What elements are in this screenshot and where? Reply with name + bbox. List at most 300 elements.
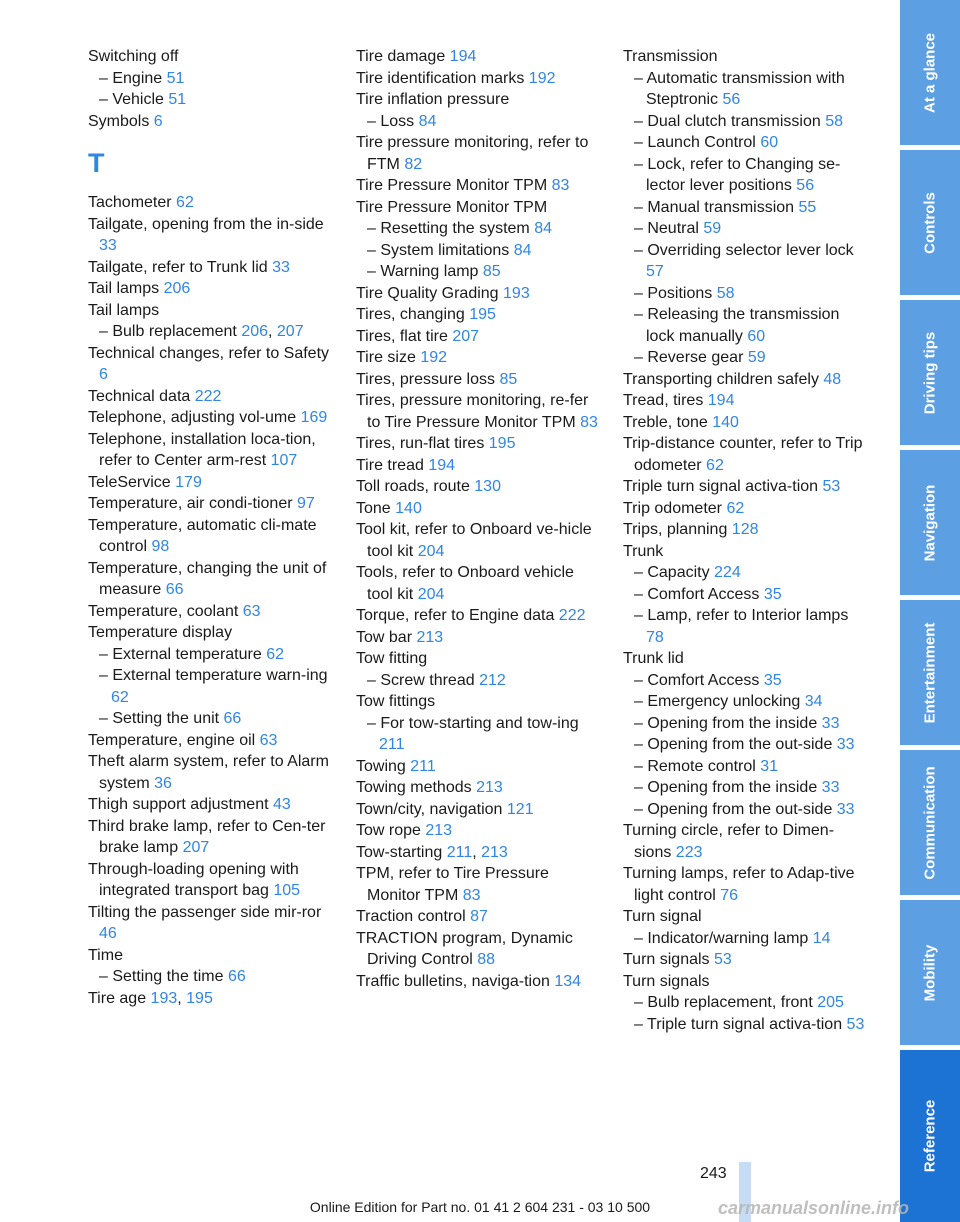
page-reference-link[interactable]: 66: [165, 581, 184, 598]
page-reference-link[interactable]: 213: [481, 843, 508, 861]
page-reference-link[interactable]: 128: [731, 521, 759, 538]
sidebar-tab-label: Communication: [921, 765, 939, 880]
page-reference-link[interactable]: 35: [763, 671, 782, 689]
sidebar-tab-label: Controls: [921, 191, 939, 254]
index-entry: [356, 863, 601, 906]
page-reference-link[interactable]: 58: [825, 112, 843, 130]
page-reference-link[interactable]: 85: [482, 263, 501, 280]
page-reference-link[interactable]: 33: [272, 258, 290, 276]
index-entry-text: Tires, pressure loss: [356, 370, 500, 388]
index-entry-text: TPM, refer to Tire Pressure Monitor TPM: [356, 865, 549, 904]
index-entry-text: Toll roads, route: [356, 478, 475, 495]
page-reference-link[interactable]: 62: [111, 688, 129, 706]
sidebar-tab-at-a-glance[interactable]: [900, 0, 960, 145]
page-reference-link[interactable]: 58: [716, 284, 735, 302]
page-reference-link[interactable]: 82: [404, 155, 423, 173]
index-entry-text: Turning circle, refer to Dimen-sions: [623, 822, 835, 861]
index-entry-text: Technical data: [88, 387, 195, 405]
page-reference-link[interactable]: 84: [418, 112, 437, 130]
index-entry-text: – Indicator/warning lamp: [634, 929, 813, 947]
index-entry-text: Treble, tone: [623, 413, 713, 431]
index-entry: [623, 906, 868, 928]
index-entry-text: – Engine: [99, 69, 167, 87]
page-reference-link[interactable]: 211: [446, 843, 473, 861]
page-reference-link[interactable]: 53: [714, 951, 732, 968]
page-reference-link[interactable]: 35: [763, 585, 782, 603]
sidebar-tab-label: At a glance: [921, 32, 939, 113]
index-entry-text: – Opening from the inside: [634, 714, 822, 732]
chapter-sidebar: [900, 0, 960, 1222]
index-column-2: [356, 46, 601, 992]
page-reference-link[interactable]: 62: [706, 456, 724, 474]
sidebar-tab-reference[interactable]: [900, 1050, 960, 1222]
page-reference-link[interactable]: 224: [714, 564, 741, 581]
sidebar-tab-label: Driving tips: [921, 331, 939, 414]
page-reference-link[interactable]: 207: [182, 839, 210, 856]
index-entry-text: Tool kit, refer to Onboard ve-hicle tool kit: [356, 521, 592, 560]
index-entry-text: Tire Quality Grading: [356, 284, 504, 302]
index-entry-text: TRACTION program, Dynamic Driving Control: [356, 929, 573, 968]
index-subentry: [623, 1014, 868, 1036]
index-entry: [623, 46, 868, 68]
page-reference-link[interactable]: 76: [720, 886, 739, 904]
index-subentry: [88, 966, 333, 988]
index-column-1: [88, 46, 333, 1009]
index-entry-text: Traction control: [356, 908, 471, 925]
index-entry-text: – Manual transmission: [634, 198, 799, 216]
index-entry: [356, 68, 601, 90]
index-entry: [88, 751, 333, 794]
index-entry: [356, 455, 601, 477]
index-entry: [88, 515, 333, 558]
sidebar-tab-navigation[interactable]: [900, 450, 960, 595]
page-ref-separator: ,: [268, 323, 277, 340]
index-subentry: [356, 111, 601, 133]
page-reference-link[interactable]: 107: [270, 452, 298, 469]
index-entry: [88, 558, 333, 601]
index-subentry: [623, 777, 868, 799]
index-entry-text: – For tow-starting and tow-ing: [367, 714, 579, 732]
index-subentry: [356, 713, 601, 756]
page-reference-link[interactable]: 83: [580, 413, 598, 431]
index-subentry: [623, 992, 868, 1014]
page-reference-link[interactable]: 60: [747, 327, 766, 345]
page-reference-link[interactable]: 194: [449, 48, 477, 65]
index-entry: [356, 519, 601, 562]
index-subentry: [623, 197, 868, 219]
sidebar-tab-mobility[interactable]: [900, 900, 960, 1045]
index-entry: [88, 493, 333, 515]
index-entry-text: – Triple turn signal activa-tion: [634, 1015, 847, 1033]
index-entry-text: – Overriding selector lever lock: [634, 241, 854, 259]
index-entry-text: – Opening from the out-side: [634, 736, 837, 753]
index-entry-text: – Loss: [367, 112, 419, 130]
index-entry-text: Tow fittings: [356, 693, 436, 710]
page-reference-link[interactable]: 33: [836, 800, 855, 818]
index-entry: [356, 971, 601, 993]
index-entry-text: Tires, flat tire: [356, 327, 453, 345]
index-entry-text: Tire Pressure Monitor TPM: [356, 177, 552, 194]
index-entry-text: – Comfort Access: [634, 671, 764, 689]
index-entry: [623, 369, 868, 391]
page-reference-link[interactable]: 85: [499, 370, 518, 388]
index-subentry: [356, 261, 601, 283]
index-entry-text: – Setting the unit: [99, 710, 224, 727]
page-reference-link[interactable]: 78: [646, 628, 664, 646]
page-reference-link[interactable]: 84: [534, 220, 552, 237]
index-entry: [356, 175, 601, 197]
index-entry-text: Towing methods: [356, 779, 477, 796]
index-letter-heading: T: [88, 148, 105, 178]
index-subentry: [623, 799, 868, 821]
index-entry: [356, 347, 601, 369]
sidebar-tab-entertainment[interactable]: [900, 600, 960, 745]
page-ref-separator: ,: [472, 843, 482, 861]
page-reference-link[interactable]: 192: [420, 349, 448, 366]
index-entry: [356, 906, 601, 928]
page-reference-link[interactable]: 51: [168, 91, 187, 108]
index-entry: [88, 859, 333, 902]
index-entry: [623, 648, 868, 670]
index-subentry: [623, 713, 868, 735]
index-entry: [623, 971, 868, 993]
page-reference-link[interactable]: 194: [707, 392, 735, 409]
page-reference-link[interactable]: 88: [477, 951, 496, 968]
index-subentry: [356, 670, 601, 692]
index-entry: [356, 842, 601, 864]
index-subentry: [623, 691, 868, 713]
page-reference-link[interactable]: 63: [242, 602, 261, 620]
index-subentry: [623, 756, 868, 778]
index-entry-text: Through-loading opening with integrated transport bag: [88, 860, 299, 899]
index-entry-text: Theft alarm system, refer to Alarm system: [88, 753, 329, 792]
page-reference-link[interactable]: 195: [186, 989, 213, 1007]
page-reference-link[interactable]: 134: [554, 972, 582, 990]
index-entry-text: Time: [88, 946, 123, 964]
page-reference-link[interactable]: 60: [760, 134, 779, 151]
index-entry-text: – Launch Control: [634, 134, 761, 151]
index-entry-text: TeleService: [88, 473, 176, 491]
index-entry-text: Tire inflation pressure: [356, 91, 510, 108]
page-reference-link[interactable]: 84: [513, 241, 532, 259]
index-subentry: [88, 708, 333, 730]
page-reference-link[interactable]: 140: [395, 499, 422, 517]
index-subentry: [623, 218, 868, 240]
page-reference-link[interactable]: 206: [163, 280, 191, 297]
page-reference-link[interactable]: 43: [273, 796, 291, 813]
index-entry: [356, 433, 601, 455]
index-entry-text: Turn signals: [623, 972, 710, 990]
page-reference-link[interactable]: 56: [722, 91, 741, 108]
index-entry-text: Switching off: [88, 48, 179, 65]
page-reference-link[interactable]: 63: [259, 731, 278, 749]
page-reference-link[interactable]: 213: [416, 628, 444, 646]
page-reference-link[interactable]: 105: [273, 882, 301, 899]
page-reference-link[interactable]: 33: [99, 237, 117, 254]
index-entry-text: Triple turn signal activa-tion: [623, 478, 823, 495]
index-entry: [623, 949, 868, 971]
page-reference-link[interactable]: 211: [379, 736, 405, 753]
index-entry-text: Tire tread: [356, 456, 429, 474]
index-entry-text: Tires, changing: [356, 306, 470, 323]
index-entry: [88, 816, 333, 859]
index-entry: [88, 988, 333, 1010]
index-entry: [88, 192, 333, 214]
index-entry-text: Tires, pressure monitoring, re-fer to Tire Pressure Monitor TPM: [356, 392, 589, 431]
page-reference-link[interactable]: 213: [425, 822, 453, 839]
index-entry-text: Tow-starting: [356, 843, 447, 861]
page-reference-link[interactable]: 6: [99, 366, 108, 383]
index-entry-text: – Automatic transmission with Steptronic: [634, 69, 845, 108]
index-entry: [623, 541, 868, 563]
index-entry-text: Traffic bulletins, naviga-tion: [356, 972, 555, 990]
index-entry-text: Trip odometer: [623, 499, 727, 517]
page-reference-link[interactable]: 130: [474, 478, 501, 495]
index-entry-text: – Comfort Access: [634, 585, 764, 603]
page-reference-link[interactable]: 46: [99, 925, 117, 942]
page-reference-link[interactable]: 57: [646, 263, 664, 280]
page-reference-link[interactable]: 140: [712, 413, 739, 431]
index-entry-text: Tailgate, refer to Trunk lid: [88, 258, 273, 276]
page-reference-link[interactable]: 213: [476, 779, 503, 796]
index-entry: [88, 46, 333, 68]
index-entry: [356, 132, 601, 175]
index-entry-text: – Bulb replacement: [99, 323, 242, 340]
page-reference-link[interactable]: 121: [506, 800, 534, 818]
page-reference-link[interactable]: 195: [469, 306, 496, 323]
index-entry-text: Turn signal: [623, 908, 702, 925]
index-entry-text: – Bulb replacement, front: [634, 994, 818, 1011]
page-reference-link[interactable]: 59: [747, 349, 766, 366]
page-reference-link[interactable]: 62: [176, 194, 194, 211]
index-entry-text: Technical changes, refer to Safety: [88, 344, 330, 362]
page-reference-link[interactable]: 169: [300, 409, 328, 426]
sidebar-tab-controls[interactable]: [900, 150, 960, 295]
index-entry: [88, 257, 333, 279]
page-reference-link[interactable]: 207: [452, 327, 480, 345]
index-entry-text: Tires, run-flat tires: [356, 435, 489, 452]
index-entry: [356, 283, 601, 305]
page-reference-link[interactable]: 56: [796, 177, 815, 194]
page-reference-link[interactable]: 97: [296, 495, 315, 512]
index-entry: [623, 863, 868, 906]
index-entry: [356, 390, 601, 433]
index-entry-text: Torque, refer to Engine data: [356, 607, 559, 624]
page-reference-link[interactable]: 179: [175, 473, 202, 491]
index-entry-text: – Reverse gear: [634, 349, 748, 366]
index-entry-text: Temperature, air condi-tioner: [88, 495, 297, 512]
index-subentry: [623, 562, 868, 584]
index-entry: [356, 820, 601, 842]
index-entry: [88, 111, 333, 133]
index-entry-text: Tail lamps: [88, 301, 160, 319]
index-column-3: [623, 46, 868, 1035]
page-reference-link[interactable]: 98: [151, 538, 170, 555]
index-entry-text: – Opening from the out-side: [634, 800, 837, 818]
index-entry: [88, 902, 333, 945]
sidebar-tab-label: Navigation: [921, 484, 939, 561]
index-entry: [88, 945, 333, 967]
page-reference-link[interactable]: 33: [821, 714, 840, 732]
index-entry: [623, 433, 868, 476]
footer-edition-text: Online Edition for Part no. 01 41 2 604 231 - 03 10 500: [309, 1199, 651, 1215]
index-entry: [356, 648, 601, 670]
sidebar-tab-communication[interactable]: [900, 750, 960, 895]
index-entry-text: Tire identification marks: [356, 69, 529, 87]
index-subentry: [623, 347, 868, 369]
index-entry-text: – Opening from the inside: [634, 779, 822, 796]
index-entry-text: Telephone, adjusting vol-ume: [88, 409, 301, 426]
page-reference-link[interactable]: 14: [812, 929, 831, 947]
index-entry-text: Transmission: [623, 48, 718, 65]
sidebar-tab-label: Entertainment: [921, 622, 939, 723]
index-subentry: [623, 111, 868, 133]
index-entry-text: Turning lamps, refer to Adap-tive light control: [623, 865, 855, 904]
index-entry-text: – Emergency unlocking: [634, 693, 805, 710]
page-reference-link[interactable]: 33: [821, 779, 840, 796]
page-reference-link[interactable]: 53: [822, 478, 841, 495]
index-entry-text: Tire size: [356, 349, 421, 366]
index-entry-text: Tire age: [88, 989, 151, 1007]
index-subentry: [623, 734, 868, 756]
index-entry-text: Tire damage: [356, 48, 450, 65]
page-reference-link[interactable]: 66: [223, 710, 242, 727]
index-entry: [356, 46, 601, 68]
page-reference-link[interactable]: 48: [823, 370, 842, 388]
index-entry-text: Tow rope: [356, 822, 426, 839]
page-number: 243: [700, 1165, 727, 1182]
page-reference-link[interactable]: 192: [528, 69, 556, 87]
page-reference-link[interactable]: 36: [154, 774, 172, 792]
index-entry-text: Turn signals: [623, 951, 714, 968]
page-reference-link[interactable]: 83: [551, 177, 570, 194]
index-entry-text: Towing: [356, 757, 411, 775]
page-reference-link[interactable]: 206: [241, 323, 269, 340]
index-entry-text: – System limitations: [367, 241, 514, 259]
index-entry-text: Tone: [356, 499, 396, 517]
index-entry-text: Trip-distance counter, refer to Trip odometer: [623, 435, 863, 474]
index-entry-text: Temperature, engine oil: [88, 731, 260, 749]
index-entry-text: – Capacity: [634, 564, 715, 581]
page-reference-link[interactable]: 193: [150, 989, 178, 1007]
page-reference-link[interactable]: 34: [804, 693, 823, 710]
page-reference-link[interactable]: 205: [817, 994, 844, 1011]
index-subentry: [623, 132, 868, 154]
index-entry-text: – Warning lamp: [367, 263, 483, 280]
page-reference-link[interactable]: 66: [227, 968, 246, 985]
index-subentry: [623, 304, 868, 347]
index-entry-text: Transporting children safely: [623, 370, 824, 388]
index-entry-text: Temperature, changing the unit of measure: [88, 559, 327, 598]
page-reference-link[interactable]: 222: [558, 607, 586, 624]
index-entry: [623, 498, 868, 520]
index-entry-text: Tachometer: [88, 194, 177, 211]
index-subentry: [88, 68, 333, 90]
index-entry: [356, 691, 601, 713]
index-subentry: [623, 605, 868, 648]
index-subentry: [88, 321, 333, 343]
page-reference-link[interactable]: 33: [836, 736, 855, 753]
index-subentry: [623, 584, 868, 606]
index-entry-text: – Screw thread: [367, 671, 480, 689]
page-reference-link[interactable]: 207: [276, 323, 304, 340]
page-reference-link[interactable]: 212: [479, 671, 506, 689]
index-subentry: [623, 240, 868, 283]
index-entry: [88, 343, 333, 386]
page-reference-link[interactable]: 204: [417, 585, 445, 603]
index-subentry: [356, 218, 601, 240]
index-entry-text: – Vehicle: [99, 91, 169, 108]
page-reference-link[interactable]: 55: [798, 198, 817, 216]
index-entry-text: Trips, planning: [623, 521, 732, 538]
page-reference-link[interactable]: 204: [417, 542, 445, 560]
index-entry: [356, 476, 601, 498]
index-subentry: [88, 644, 333, 666]
index-entry: [88, 300, 333, 322]
index-entry-text: Tread, tires: [623, 392, 708, 409]
page-reference-link[interactable]: 62: [266, 645, 284, 663]
index-subentry: [623, 283, 868, 305]
index-entry: [356, 562, 601, 605]
page-reference-link[interactable]: 51: [166, 69, 185, 87]
sidebar-tab-label: Mobility: [921, 944, 939, 1001]
index-entry: [356, 605, 601, 627]
page-reference-link[interactable]: 53: [846, 1015, 865, 1033]
index-entry-text: – External temperature warn-ing: [99, 667, 328, 684]
page-reference-link[interactable]: 87: [470, 908, 488, 925]
index-entry: [88, 730, 333, 752]
page-reference-link[interactable]: 223: [675, 843, 703, 861]
index-entry: [356, 197, 601, 219]
index-entry: [88, 407, 333, 429]
index-entry: [623, 476, 868, 498]
index-entry: [88, 429, 333, 472]
index-entry-text: – Releasing the transmission lock manually: [634, 306, 840, 345]
index-entry-text: Tools, refer to Onboard vehicle tool kit: [356, 564, 574, 603]
page-ref-separator: ,: [177, 989, 187, 1007]
page-reference-link[interactable]: 31: [760, 757, 779, 775]
index-entry-text: – Resetting the system: [367, 220, 535, 237]
sidebar-tab-label: Reference: [921, 1099, 939, 1173]
index-entry-text: Tail lamps: [88, 280, 164, 297]
page-reference-link[interactable]: 195: [488, 435, 516, 452]
page-reference-link[interactable]: 59: [703, 220, 722, 237]
index-entry-text: Town/city, navigation: [356, 800, 507, 818]
index-entry-text: Temperature, coolant: [88, 602, 243, 620]
watermark-logo: carmanualsonline.info: [718, 1198, 910, 1218]
page-reference-link[interactable]: 62: [726, 499, 745, 517]
page-reference-link[interactable]: 83: [462, 886, 481, 904]
index-subentry: [623, 928, 868, 950]
page-reference-link[interactable]: 194: [428, 456, 456, 474]
index-entry: [623, 519, 868, 541]
index-entry: [623, 412, 868, 434]
index-entry: [88, 472, 333, 494]
index-subentry: [623, 154, 868, 197]
index-entry-text: Symbols: [88, 112, 154, 130]
index-entry-text: Third brake lamp, refer to Cen-ter brake lamp: [88, 817, 326, 856]
page-reference-link[interactable]: 211: [410, 757, 436, 775]
page-reference-link[interactable]: 6: [153, 112, 163, 130]
index-subentry: [623, 670, 868, 692]
sidebar-tab-driving-tips[interactable]: [900, 300, 960, 445]
index-entry-text: Tire pressure monitoring, refer to FTM: [356, 134, 589, 173]
index-entry: [356, 89, 601, 111]
index-subentry: [623, 68, 868, 111]
index-entry-text: – Positions: [634, 284, 717, 302]
page-reference-link[interactable]: 222: [194, 387, 222, 405]
page-reference-link[interactable]: 193: [503, 284, 530, 302]
